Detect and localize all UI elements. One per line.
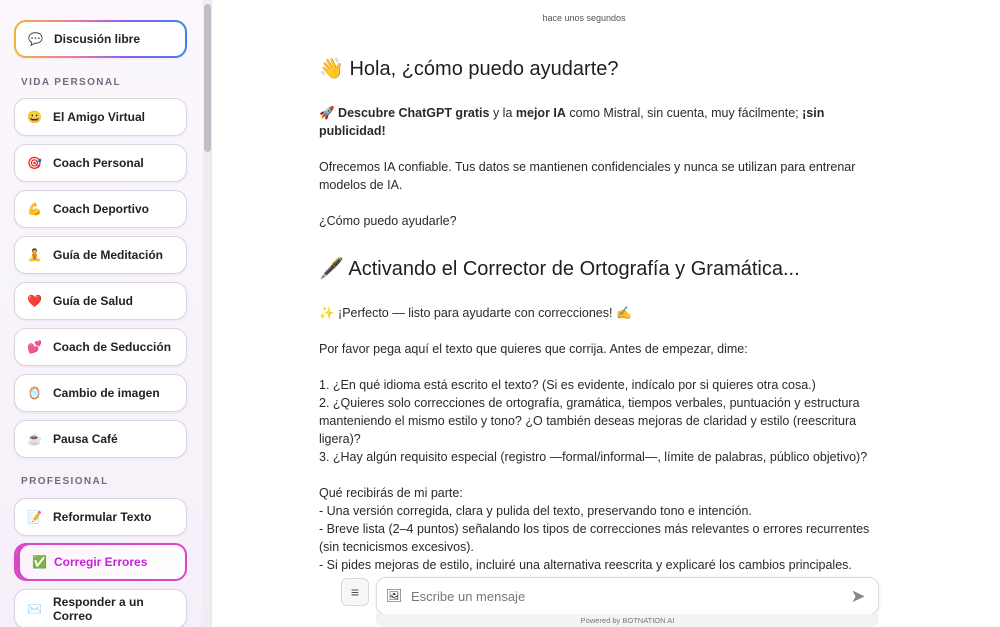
speech-bubble-icon: 💬 — [28, 32, 43, 46]
coffee-icon: ☕ — [27, 432, 42, 446]
sidebar — [0, 0, 212, 627]
image-upload-icon[interactable]: 🖼 — [385, 588, 403, 603]
sidebar-item-label: Reformular Texto — [53, 510, 152, 524]
menu-icon: ≡ — [350, 584, 360, 600]
meditation-icon: 🧘 — [27, 248, 42, 262]
sidebar-item-label: Guía de Salud — [53, 294, 134, 308]
trust-paragraph: Ofrecemos IA confiable. Tus datos se mantienen confidenciales y nunca se utilizan para entrenar modelos de IA. — [319, 160, 856, 192]
sidebar-item-personal-coach[interactable] — [14, 144, 187, 182]
sidebar-item-sports-coach[interactable] — [14, 190, 187, 228]
sidebar-item-label: Discusión libre — [54, 32, 141, 46]
sidebar-item-correct-errors[interactable] — [14, 543, 187, 581]
bot-message — [319, 56, 879, 574]
intro-bold-2: mejor IA — [515, 106, 566, 120]
ask-paragraph: ¿Cómo puedo ayudarle? — [319, 214, 457, 228]
sidebar-item-label: Coach de Seducción — [53, 340, 172, 354]
sidebar-item-reply-email[interactable] — [14, 589, 187, 627]
message-composer — [376, 577, 879, 615]
message-input[interactable] — [411, 589, 838, 604]
sidebar-item-label: Corregir Errores — [54, 555, 148, 569]
smile-icon: 😀 — [27, 110, 42, 124]
receive-title: Qué recibirás de mi parte: — [319, 486, 463, 500]
sidebar-item-label: Cambio de imagen — [53, 386, 160, 400]
sidebar-item-label: Guía de Meditación — [53, 248, 164, 262]
sidebar-item-free-discussion[interactable] — [14, 20, 187, 58]
send-icon[interactable]: ➤ — [850, 585, 866, 606]
sidebar-item-meditation-guide[interactable] — [14, 236, 187, 274]
receive-2: - Breve lista (2–4 puntos) señalando los tipos de correcciones más relevantes o errores recurrentes (sin tecnicismos excesivos). — [319, 522, 870, 554]
section-label-personal: VIDA PERSONAL — [21, 77, 122, 88]
menu-button[interactable] — [341, 578, 369, 606]
question-3: 3. ¿Hay algún requisito especial (registro —formal/informal—, límite de palabras, público objetivo)? — [319, 450, 868, 464]
perfect-paragraph: ✨ ¡Perfecto — listo para ayudarte con correcciones! ✍️ — [319, 306, 632, 320]
intro-text-1: y la — [489, 106, 516, 120]
scrollbar-thumb[interactable] — [204, 4, 211, 152]
powered-by-footer: Powered by BOTNATION AI — [376, 614, 879, 627]
corrector-heading: 🖋️ Activando el Corrector de Ortografía y Gramática... — [319, 258, 800, 280]
receive-1: - Una versión corregida, clara y pulida del texto, preservando tono e intención. — [319, 504, 752, 518]
intro-bold-1: Descubre ChatGPT gratis — [338, 106, 490, 120]
sidebar-item-label: Responder a un Correo — [53, 595, 144, 623]
target-icon: 🎯 — [27, 156, 42, 170]
sidebar-item-health-guide[interactable] — [14, 282, 187, 320]
sidebar-item-label: El Amigo Virtual — [53, 110, 146, 124]
sidebar-item-label: Coach Personal — [53, 156, 144, 170]
intro-paragraph — [319, 104, 879, 140]
message-timestamp: hace unos segundos — [542, 13, 626, 23]
memo-icon: 📝 — [27, 510, 42, 524]
question-2: 2. ¿Quieres solo correcciones de ortografía, gramática, tiempos verbales, puntuación y estructura manteniendo el mismo estilo y tono? ¿O también deseas mejoras de claridad y estilo (reescritura ligera)? — [319, 396, 860, 446]
muscle-icon: 💪 — [27, 202, 42, 216]
sidebar-item-image-change[interactable] — [14, 374, 187, 412]
sidebar-item-label: Pausa Café — [53, 432, 118, 446]
sidebar-item-rephrase-text[interactable] — [14, 498, 187, 536]
chat-area — [213, 0, 1000, 627]
section-label-professional: PROFESIONAL — [21, 476, 109, 487]
heart-icon: ❤️ — [27, 294, 42, 308]
intro-text-2: como Mistral, sin cuenta, muy fácilmente; — [565, 106, 803, 120]
please-paragraph: Por favor pega aquí el texto que quieres que corrija. Antes de empezar, dime: — [319, 342, 748, 356]
greeting-heading: 👋 Hola, ¿cómo puedo ayudarte? — [319, 58, 619, 80]
sidebar-item-seduction-coach[interactable] — [14, 328, 187, 366]
sidebar-scrollbar[interactable] — [203, 0, 212, 627]
mirror-icon: 🪞 — [27, 386, 42, 400]
sidebar-item-coffee-break[interactable] — [14, 420, 187, 458]
question-1: 1. ¿En qué idioma está escrito el texto? (Si es evidente, indícalo por si quieres otra cosa.) — [319, 378, 816, 392]
intro-bold-3: ¡sin publicidad! — [319, 106, 825, 138]
sidebar-item-label: Coach Deportivo — [53, 202, 150, 216]
rocket-icon: 🚀 — [319, 106, 339, 120]
receive-3: - Si pides mejoras de estilo, incluiré una alternativa reescrita y explicaré los cambios principales. — [319, 558, 852, 572]
hearts-icon: 💕 — [27, 340, 42, 354]
check-icon: ✅ — [32, 555, 47, 569]
sidebar-item-virtual-friend[interactable] — [14, 98, 187, 136]
envelope-icon: ✉️ — [27, 602, 42, 616]
